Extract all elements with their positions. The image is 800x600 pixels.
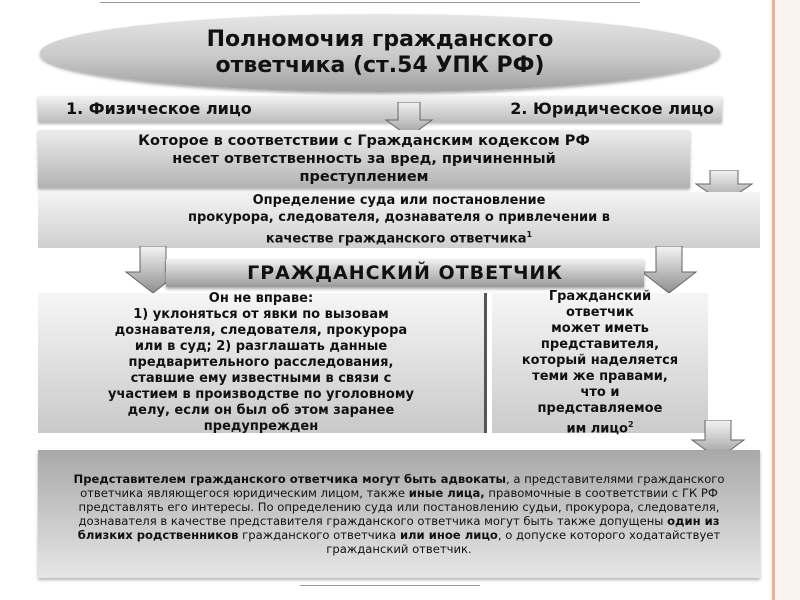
representatives-paragraph: Представителем гражданского ответчика могут быть адвокаты, а представителями гражданского ответчика являющегося юридическим лицом, также иные лица, правомочные в соответствии с ГК РФ представлять его интересы. По определению суда или постановлению судьи, прокурора, следователя, дознавателя в качестве представителя гражданского ответчика могут быть также допущены один из близких родственников гражданского ответчика или иное лицо, о допуске которого ходатайствует гражданский ответчик. [73,472,725,556]
civil-code-box [38,130,690,188]
prohibitions-text: Он не вправе: 1) уклоняться от явки по вызовам дознавателя, следователя, прокурора или в суд; 2) разглашать данные предварительного расследования, ставшие ему известными в связи с участием в производстве по уголовному делу, если он был об этом заранее предупрежден [108,291,414,434]
representatives-info-box [38,450,760,578]
civil-respondent-band [166,259,644,287]
down-arrow-right [640,246,698,294]
representative-box [492,288,708,437]
prohibitions-box [38,293,487,433]
slide-border-line [772,0,775,600]
title-ellipse [40,14,720,92]
main-heading: ГРАЖДАНСКИЙ ОТВЕТЧИК [247,262,563,284]
bottom-divider [300,585,480,586]
type-legal-entity: 2. Юридическое лицо [510,99,714,118]
decision-box [38,192,760,248]
footnote-1: 1 [526,230,533,240]
representative-text: Гражданский ответчик может иметь представителя, который наделяется теми же правами, что и представляемое им лицо$^2$ [521,288,679,437]
respondent-types-band [38,96,722,122]
type-individual: 1. Физическое лицо [66,99,252,118]
top-divider [100,2,640,3]
civil-code-text: Которое в соответствии с Гражданским кодексом РФ несет ответственность за вред, причиненный преступлением [138,133,590,185]
decision-text: Определение суда или постановление прокурора, следователя, дознавателя о привлечении в качестве гражданского ответчика$^1$ [187,193,611,247]
footnote-2: 2 [627,419,634,429]
diagram-title: Полномочия гражданского ответчика (ст.54 УПК РФ) [206,27,554,78]
